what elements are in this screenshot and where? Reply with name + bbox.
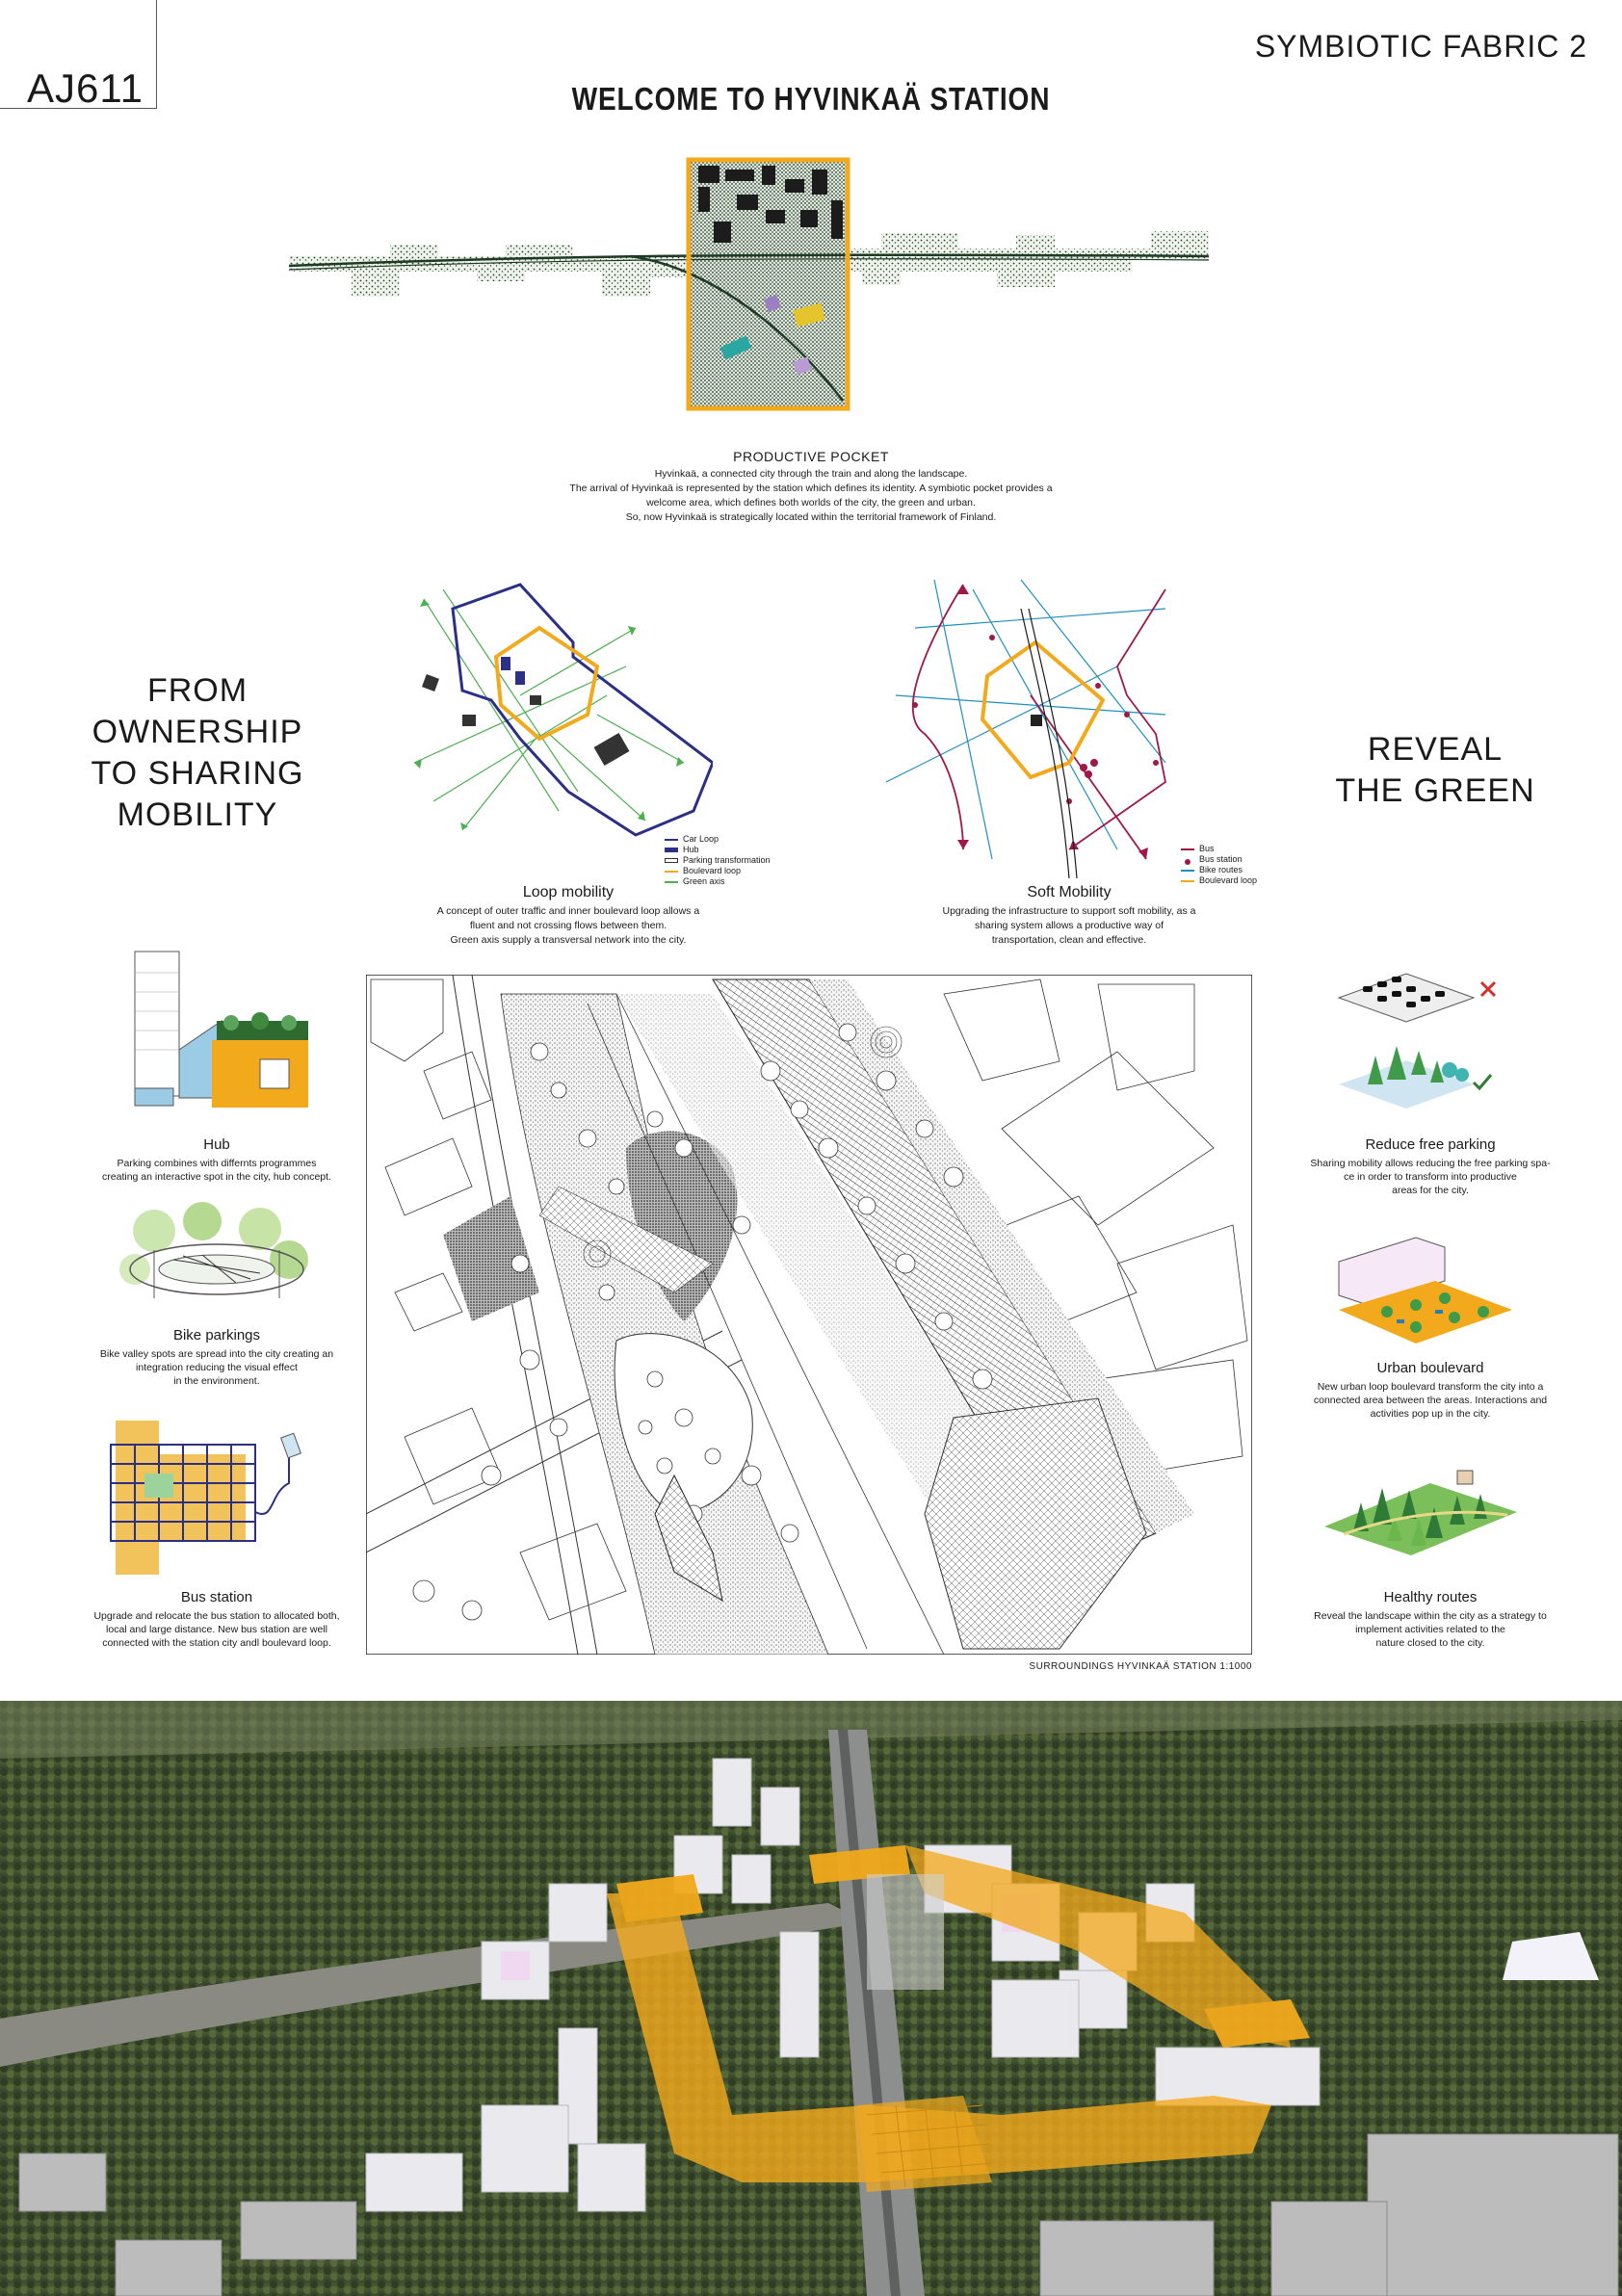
caption-line: New urban loop boulevard transform the city into a — [1317, 1381, 1544, 1393]
heading-line: OWNERSHIP — [92, 714, 303, 750]
legend-label: Car Loop — [683, 834, 719, 844]
caption-line: transportation, clean and effective. — [991, 934, 1147, 946]
productive-pocket-line: Hyvinkaä, a connected city through the train and along the landscape. — [654, 468, 968, 480]
project-id: AJ611 — [27, 65, 144, 111]
caption-line: connected with the station city andl boulevard loop. — [102, 1637, 331, 1649]
hub-title: Hub — [203, 1136, 230, 1153]
loop-mobility-caption — [405, 884, 732, 948]
boulevard-swatch — [665, 871, 678, 873]
caption-line: Bike valley spots are spread into the city creating an — [99, 1348, 334, 1360]
heading-line: TO SHARING — [91, 755, 304, 792]
productive-pocket-line: So, now Hyvinkaä is strategically located within the territorial framework of Finland. — [625, 511, 997, 523]
series-title: SYMBIOTIC FABRIC 2 — [1254, 29, 1587, 64]
legend-label: Boulevard loop — [683, 866, 742, 875]
caption-line: activities pop up in the city. — [1370, 1408, 1491, 1420]
soft-mobility-diagram — [876, 570, 1194, 878]
parking-swatch — [665, 858, 678, 863]
bus-station-swatch — [1181, 857, 1194, 862]
productive-pocket-line: The arrival of Hyvinkaä is represented by the station which defines its identity. A symbiotic pocket provides a — [569, 483, 1053, 494]
site-plan-caption: SURROUNDINGS HYVINKAÄ STATION 1:1000 — [1029, 1661, 1252, 1672]
loop-mobility-diagram — [405, 570, 713, 878]
bike-route-swatch — [1181, 870, 1194, 872]
green-axis-swatch — [665, 881, 678, 883]
soft-mobility-title: Soft Mobility — [1027, 884, 1112, 900]
caption-line: creating an interactive spot in the city, hub concept. — [102, 1171, 331, 1183]
loop-mobility-legend — [665, 834, 771, 887]
caption-line: Sharing mobility allows reducing the free parking spa- — [1310, 1158, 1551, 1169]
caption-line: local and large distance. New bus station are well — [106, 1624, 327, 1635]
legend-label: Parking transformation — [683, 855, 771, 865]
legend-label: Boulevard loop — [1199, 875, 1258, 885]
legend-label: Bike routes — [1199, 865, 1243, 874]
ownership-heading — [58, 670, 337, 836]
soft-mobility-caption — [905, 884, 1233, 948]
caption-line: A concept of outer traffic and inner boulevard loop allows a — [436, 905, 700, 917]
caption-line: fluent and not crossing flows between them. — [469, 920, 667, 931]
caption-line: connected area between the areas. Interactions and — [1313, 1395, 1548, 1406]
reveal-green-heading — [1300, 729, 1570, 812]
caption-line: ce in order to transform into productive — [1344, 1171, 1517, 1183]
caption-line: integration reducing the visual effect — [136, 1362, 298, 1373]
car-loop-swatch — [665, 839, 678, 841]
hub-swatch — [665, 848, 678, 852]
legend-label: Green axis — [683, 876, 725, 886]
urban-boulevard-illustration — [1329, 1233, 1522, 1358]
productive-pocket-diagram — [284, 152, 1247, 431]
heading-line: MOBILITY — [117, 796, 278, 833]
soft-mobility-legend — [1181, 844, 1257, 886]
caption-line: sharing system allows a productive way of — [974, 920, 1164, 931]
bus-swatch — [1181, 848, 1194, 850]
heading-line: THE GREEN — [1335, 772, 1535, 809]
aerial-render-image — [0, 1701, 1622, 2296]
hub-caption — [67, 1136, 366, 1184]
bike-parkings-title: Bike parkings — [172, 1327, 261, 1344]
caption-line: Reveal the landscape within the city as a strategy to — [1314, 1610, 1547, 1622]
healthy-routes-title: Healthy routes — [1383, 1589, 1478, 1605]
caption-line: Upgrading the infrastructure to support soft mobility, as a — [942, 905, 1196, 917]
legend-label: Bus — [1199, 844, 1215, 853]
site-plan-drawing — [366, 975, 1252, 1655]
heading-line: REVEAL — [1367, 731, 1504, 768]
heading-line: FROM — [146, 672, 249, 709]
reduce-parking-caption — [1267, 1136, 1594, 1197]
caption-line: Green axis supply a transversal network into the city. — [450, 934, 687, 946]
legend-label: Hub — [683, 845, 699, 854]
caption-line: nature closed to the city. — [1375, 1637, 1485, 1649]
healthy-routes-caption — [1267, 1589, 1594, 1650]
boulevard-swatch — [1181, 880, 1194, 882]
bus-station-title: Bus station — [180, 1589, 253, 1605]
urban-boulevard-caption — [1267, 1360, 1594, 1421]
reduce-parking-illustration — [1329, 959, 1522, 1113]
productive-pocket-title: PRODUCTIVE POCKET — [733, 449, 889, 464]
loop-mobility-title: Loop mobility — [522, 884, 615, 900]
hub-illustration — [116, 944, 318, 1127]
urban-boulevard-title: Urban boulevard — [1376, 1360, 1484, 1376]
bus-station-illustration — [101, 1416, 323, 1579]
legend-label: Bus station — [1199, 854, 1243, 864]
caption-line: implement activities related to the — [1355, 1624, 1505, 1635]
caption-line: areas for the city. — [1392, 1185, 1469, 1196]
caption-line: Parking combines with differnts programmes — [117, 1158, 317, 1169]
bike-parkings-caption — [67, 1327, 366, 1388]
healthy-routes-illustration — [1315, 1430, 1527, 1565]
bus-station-caption — [67, 1589, 366, 1650]
productive-pocket-caption — [416, 449, 1206, 525]
page-title: WELCOME TO HYVINKAÄ STATION — [571, 81, 1051, 117]
caption-line: in the environment. — [173, 1375, 260, 1387]
caption-line: Upgrade and relocate the bus station to allocated both, — [93, 1610, 340, 1622]
bike-parking-illustration — [116, 1202, 318, 1318]
productive-pocket-line: welcome area, which defines both worlds of the city, the green and urban. — [646, 497, 976, 509]
reduce-parking-title: Reduce free parking — [1365, 1136, 1496, 1153]
